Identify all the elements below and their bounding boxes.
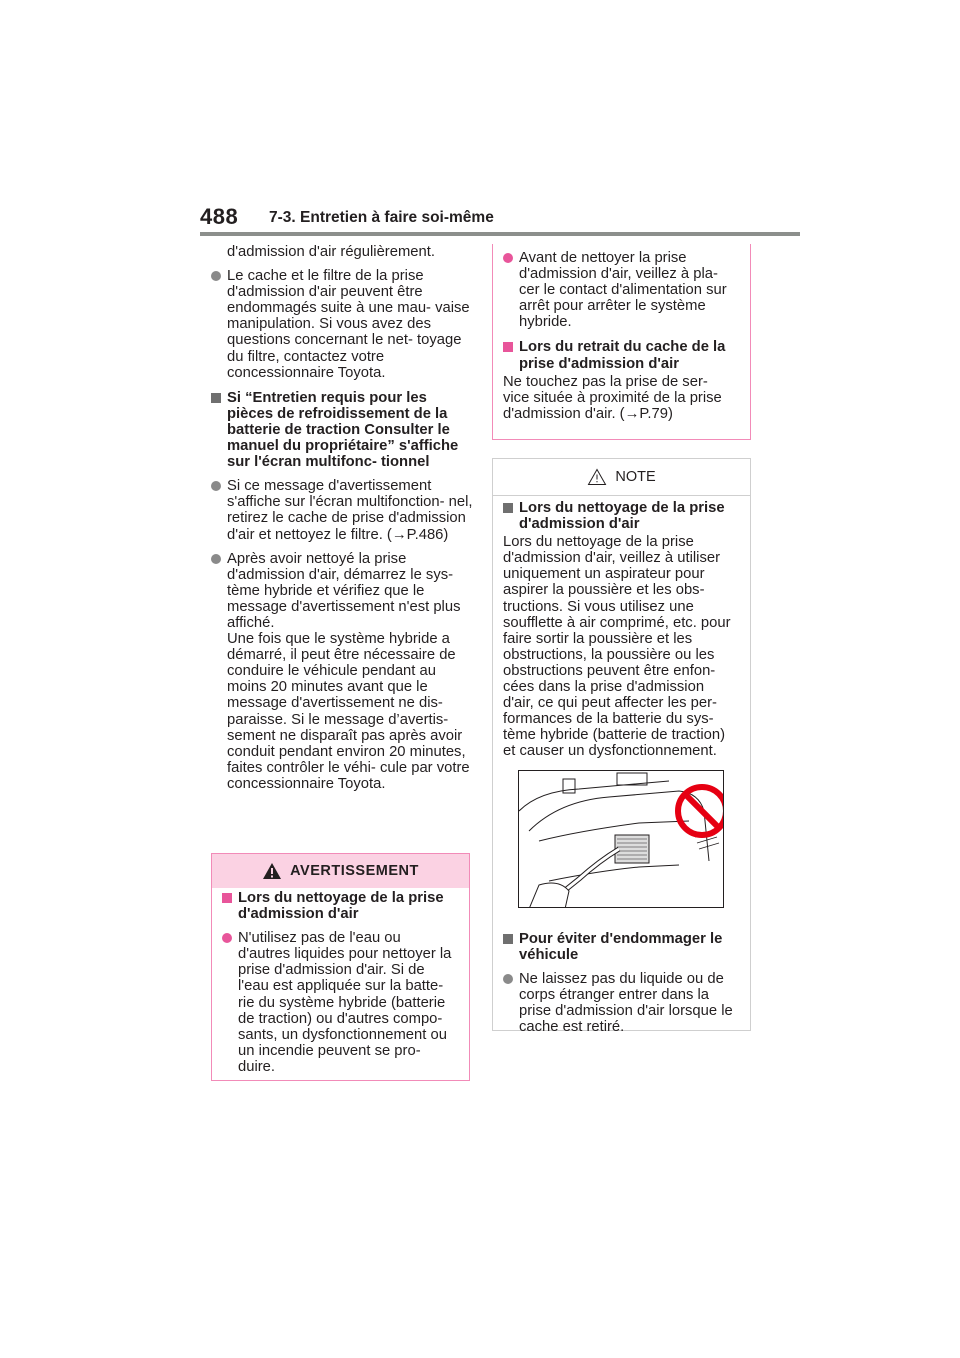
heading-text: Lors du retrait du cache de la prise d'admission d'air [519, 339, 726, 372]
bullet-message-avertissement [211, 478, 473, 542]
bullet-cache-filtre [211, 268, 473, 381]
heading-entretien-requis [211, 390, 473, 470]
heading-text: Lors du nettoyage de la prise d'admission d'air [238, 890, 444, 923]
bullet-dot-icon [211, 554, 221, 564]
warning-continuation-box [492, 244, 751, 440]
bullet-text: Ne laissez pas du liquide ou de corps étranger entrer dans la prise d'admission d'air lorsque le cache est retiré. [519, 970, 733, 1035]
heading-text: Pour éviter d'endommager le véhicule [519, 930, 723, 963]
heading-text: Si “Entretien requis pour les pièces de refroidissement de la batterie de traction Consulter le manuel du propriétaire” s'affiche sur l'écran multifonc- tionnel [227, 389, 459, 471]
intro-text: d'admission d'air régulièrement. [227, 244, 435, 260]
warning-bullet-contact [503, 250, 736, 330]
bullet-text: Le cache et le filtre de la prise d'admission d'air peuvent être endommagés suite à une mau- vaise manipulation. Si vous avez des questions concernant le net- toyage du filtre, contactez votre concessionnaire Toyota. [227, 268, 470, 381]
warning-body [212, 890, 469, 1075]
warning-triangle-icon [262, 862, 282, 880]
warning-heading-retrait [503, 339, 736, 371]
bullet-dot-icon [211, 481, 221, 491]
section-title: 7-3. Entretien à faire soi-même [269, 209, 494, 226]
bullet-dot-icon [211, 271, 221, 281]
left-column [211, 244, 473, 792]
note-heading-nettoyage [503, 500, 736, 532]
bullet-text: Si ce message d'avertissement s'affiche sur l'écran multifonction- nel, retirez le cache de prise d'admission d'air et nettoyez le filtre. (→P.486) [227, 478, 473, 543]
bullet-text: N'utilisez pas de l'eau ou d'autres liquides pour nettoyer la prise d'admission d'air. Si de l'eau est appliquée sur la batte- rie du système hybride (batterie de traction) ou d'autres compo- sants, un dysfonctionnement ou un incendie peuvent se pro- duire. [238, 930, 452, 1075]
note-title: NOTE [615, 469, 656, 485]
note-box [492, 458, 751, 1035]
square-bullet-icon [503, 503, 513, 513]
page-number: 488 [200, 204, 239, 229]
bullet-text: Avant de nettoyer la prise d'admission d'air, veillez à pla- cer le contact d'alimentation sur arrêt pour arrêter le système hybride. [519, 250, 727, 331]
caution-triangle-icon [587, 468, 607, 486]
air-intake-illustration [519, 771, 724, 908]
square-bullet-icon [503, 342, 513, 352]
note-body [493, 496, 750, 1035]
note-header [493, 459, 750, 496]
warning-heading [222, 890, 455, 922]
header-rule [200, 232, 800, 236]
note-bullet-liquide [503, 971, 736, 1035]
heading-text: Lors du nettoyage de la prise d'admission d'air [519, 500, 725, 533]
warning-text-prise-service: Ne touchez pas la prise de ser- vice située à proximité de la prise d'admission d'air. (→P.79) [503, 373, 722, 422]
square-bullet-icon [222, 893, 232, 903]
warning-continuation-body [493, 244, 750, 422]
bullet-apres-nettoyage [211, 551, 473, 631]
bullet-dot-icon [503, 253, 513, 263]
warning-bullet [222, 930, 455, 1075]
bullet-dot-icon [503, 974, 513, 984]
warning-header [212, 854, 469, 888]
warning-box [211, 853, 470, 1081]
square-bullet-icon [503, 934, 513, 944]
bullet-continuation: Une fois que le système hybride a démarré, il peut être nécessaire de conduire le véhicule pendant au moins 20 minutes avant que le message d'avertissement ne dis- paraisse. Si le message d’avertis- sement ne disparaît pas après avoir conduit pendant environ 20 minutes, faites contrôler le véhi- cule par votre concessionnaire Toyota. [227, 631, 470, 792]
note-heading-endommager [503, 931, 736, 963]
square-bullet-icon [211, 393, 221, 403]
bullet-dot-icon [222, 933, 232, 943]
warning-title: AVERTISSEMENT [290, 863, 419, 879]
note-text-nettoyage: Lors du nettoyage de la prise d'admission d'air, veillez à utiliser uniquement un aspirateur pour aspirer la poussière et les obs- tructions. Si vous utilisez une soufflette à air comprimé, etc. pour faire sortir la poussière et les obstructions, la poussière ou les obstructions peuvent être enfon- cées dans la prise d'admission d'air, ce qui peut affecter les per- formances de la batterie du sys- tème hybride (batterie de traction) et causer un dysfonctionnement. [503, 534, 731, 760]
air-intake-figure [518, 770, 724, 908]
bullet-text: Après avoir nettoyé la prise d'admission d'air, démarrez le sys- tème hybride et vérifiez que le message d'avertissement n'est plus affiché. [227, 550, 461, 631]
